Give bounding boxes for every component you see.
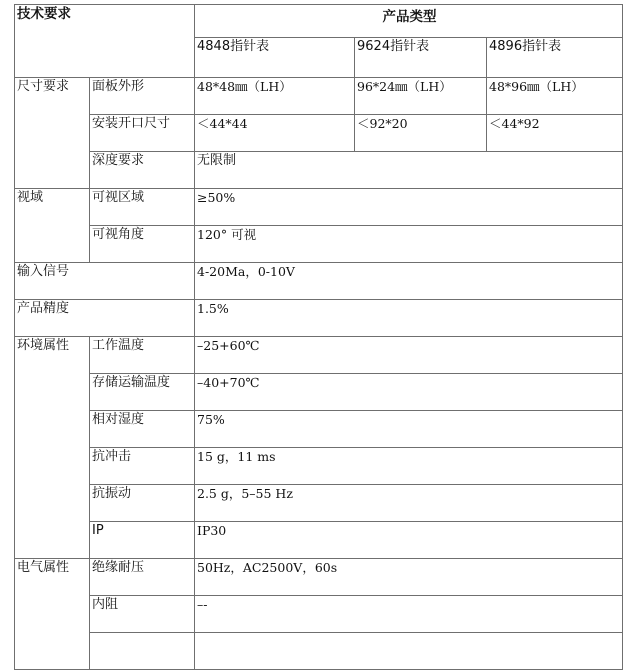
env-value: IP30 [195,522,623,559]
depth-value: 无限制 [195,152,623,189]
env-label: 抗冲击 [90,448,195,485]
cutout-value-4848: ＜44*44 [195,115,355,152]
table-header-row [15,5,623,38]
precision-value: 1.5% [195,300,623,337]
env-label: IP [90,522,195,559]
table-row [15,152,623,189]
panel-value-9624: 96*24㎜（LH） [355,78,487,115]
view-area-value: ≥50% [195,189,623,226]
elec-label: 绝缘耐压 [90,559,195,596]
table-row [15,337,623,374]
size-category: 尺寸要求 [15,78,90,189]
panel-value-4896: 48*96㎜（LH） [487,78,623,115]
panel-label: 面板外形 [90,78,195,115]
env-label: 相对湿度 [90,411,195,448]
input-label: 输入信号 [15,263,195,300]
spec-table [14,4,623,670]
panel-value-4848: 48*48㎜（LH） [195,78,355,115]
env-value: –40+70℃ [195,374,623,411]
env-category: 环境属性 [15,337,90,559]
table-row [15,374,623,411]
table-row [15,411,623,448]
view-angle-label: 可视角度 [90,226,195,263]
precision-label: 产品精度 [15,300,195,337]
table-row [15,115,623,152]
env-label: 工作温度 [90,337,195,374]
elec-label-empty [90,633,195,670]
table-row [15,78,623,115]
env-label: 存储运输温度 [90,374,195,411]
elec-value: –- [195,596,623,633]
view-category: 视域 [15,189,90,263]
input-value: 4-20Ma，0-10V [195,263,623,300]
env-value: 2.5 g，5–55 Hz [195,485,623,522]
elec-category: 电气属性 [15,559,90,670]
table-row [15,596,623,633]
table-row [15,300,623,337]
elec-label: 内阻 [90,596,195,633]
table-row [15,522,623,559]
env-label: 抗振动 [90,485,195,522]
env-value: 15 g，11 ms [195,448,623,485]
type-4848: 4848指针表 [195,38,355,78]
depth-label: 深度要求 [90,152,195,189]
table-row [15,189,623,226]
tech-req-header: 技术要求 [15,5,195,78]
product-type-header: 产品类型 [195,5,623,38]
view-area-label: 可视区域 [90,189,195,226]
table-row [15,263,623,300]
table-row [15,633,623,670]
view-angle-value: 120° 可视 [195,226,623,263]
type-9624: 9624指针表 [355,38,487,78]
table-row [15,559,623,596]
elec-value: 50Hz，AC2500V，60s [195,559,623,596]
elec-value-empty [195,633,623,670]
type-4896: 4896指针表 [487,38,623,78]
env-value: –25+60℃ [195,337,623,374]
table-row [15,485,623,522]
cutout-label: 安装开口尺寸 [90,115,195,152]
table-row [15,226,623,263]
table-row [15,448,623,485]
cutout-value-4896: ＜44*92 [487,115,623,152]
env-value: 75% [195,411,623,448]
cutout-value-9624: ＜92*20 [355,115,487,152]
